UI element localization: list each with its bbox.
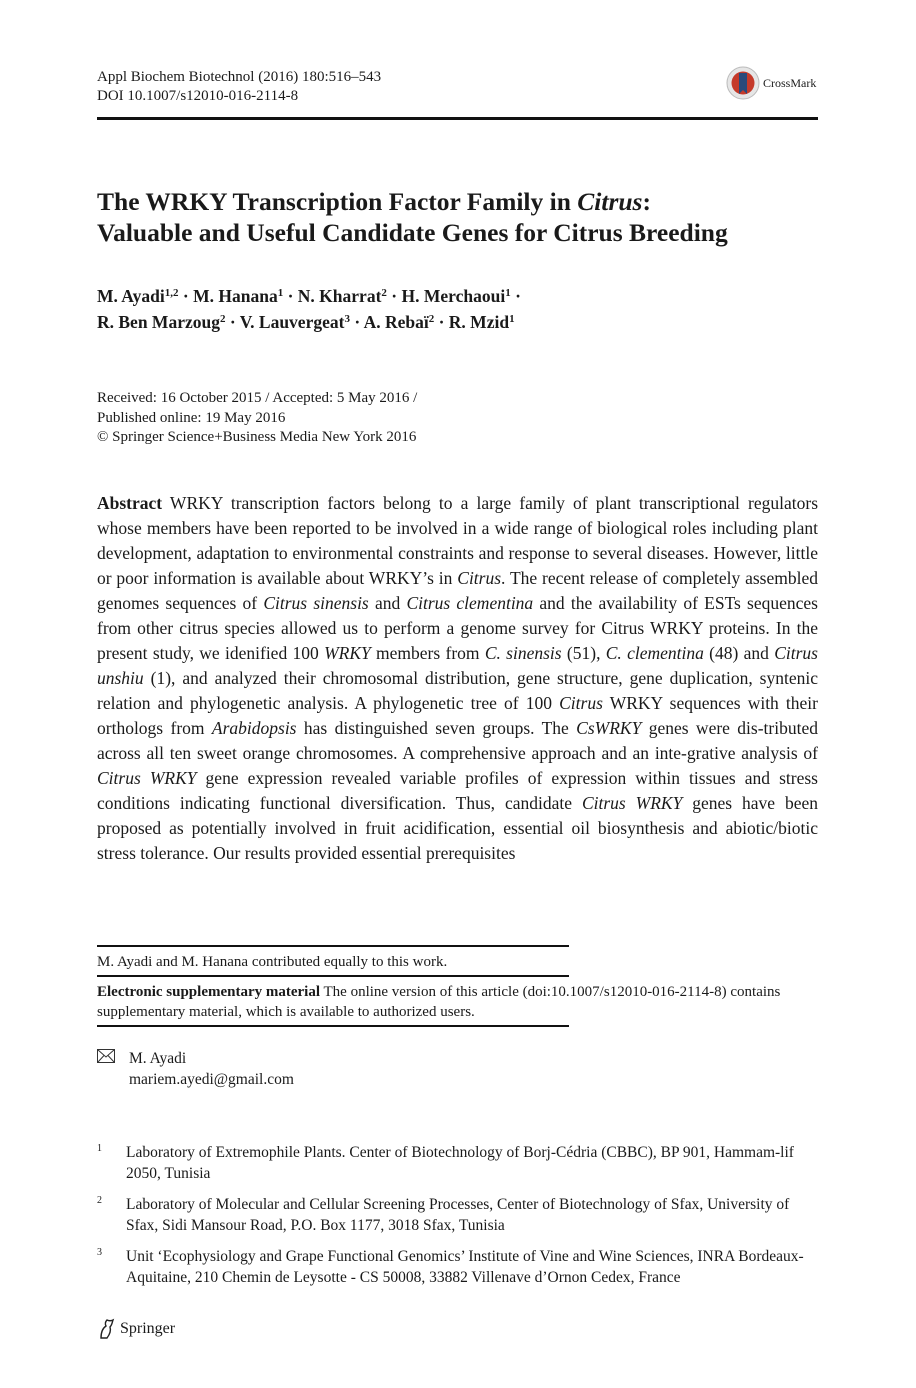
received-accepted: Received: 16 October 2015 / Accepted: 5 May 2016 / — [97, 390, 418, 406]
title-colon: : — [642, 187, 651, 216]
publication-dates — [97, 389, 417, 448]
publisher-logo — [97, 1318, 175, 1340]
journal-citation — [97, 68, 381, 106]
title-line2: Valuable and Useful Candidate Genes for Citrus Breeding — [97, 218, 728, 247]
author[interactable]: M. Ayadi$^{1,2}$ — [97, 286, 179, 306]
abstract-italic-term: Citrus — [457, 568, 502, 588]
abstract-text: (1), and analyzed their chromosomal distribution, gene structure, gene duplication, syntenic relation and phylogenetic analysis. A phylogenetic tree of 100 — [97, 668, 818, 713]
esm-text: The online version of this article (doi:10.1007/s12010-016-2114-8) contains supplementary material, which is available to authorized users. — [97, 984, 781, 1020]
affiliation-text: Laboratory of Extremophile Plants. Center of Biotechnology of Borj-Cédria (CBBC), BP 901, Hammam-lif 2050, Tunisia — [126, 1144, 794, 1182]
journal-line: Appl Biochem Biotechnol (2016) 180:516–543 — [97, 69, 382, 85]
abstract-text: has distinguished seven groups. The — [296, 718, 577, 738]
abstract-text: WRKY sequences with their orthologs from — [97, 693, 818, 738]
copyright: © Springer Science+Business Media New York 2016 — [97, 429, 417, 445]
abstract-text: . The recent release of completely assembled genomes sequences of — [97, 568, 818, 613]
abstract-text: and the availability of ESTs sequences from other citrus species allowed us to perform a genome survey for Citrus WRKY proteins. In the present study, we idenified 100 — [97, 593, 818, 663]
affiliation-number: 3 — [97, 1247, 102, 1258]
crossmark-badge[interactable] — [726, 64, 816, 102]
esm-note — [97, 982, 787, 1022]
springer-horse-icon — [97, 1318, 117, 1340]
doi-line: DOI 10.1007/s12010-016-2114-8 — [97, 88, 299, 104]
publisher-name: Springer — [120, 1320, 176, 1337]
esm-label: Electronic supplementary material — [97, 984, 321, 1000]
author[interactable]: R. Mzid$^1$ — [448, 312, 515, 332]
abstract-text: gene expression revealed variable profiles of expression within tissues and stress conditions indicating functional diversification. Thus, candidate — [97, 768, 818, 813]
crossmark-icon — [726, 64, 760, 102]
abstract-text: members from — [370, 643, 485, 663]
abstract-text: and — [368, 593, 407, 613]
abstract-italic-term: Citrus — [559, 693, 603, 713]
abstract-italic-term: Citrus WRKY — [97, 768, 197, 788]
abstract-text: (48) and — [703, 643, 775, 663]
abstract-italic-term: Citrus WRKY — [581, 793, 683, 813]
author[interactable]: N. Kharrat$^2$ — [297, 286, 387, 306]
envelope-icon — [97, 1048, 129, 1069]
abstract-italic-term: Citrus clementina — [406, 593, 534, 613]
footnote-rule — [97, 1025, 569, 1027]
equal-contribution-note: M. Ayadi and M. Hanana contributed equally to this work. — [97, 954, 448, 970]
abstract-label: Abstract — [97, 493, 163, 513]
abstract-italic-term: Citrus unshiu — [97, 643, 818, 688]
header-rule — [97, 117, 818, 120]
author[interactable]: M. Hanana$^1$ — [193, 286, 284, 306]
abstract-italic-term: CsWRKY — [576, 718, 642, 738]
abstract-italic-term: C. clementina — [605, 643, 704, 663]
footnote-rule — [97, 975, 569, 977]
abstract — [97, 491, 818, 866]
affiliation-number: 1 — [97, 1143, 102, 1154]
abstract-italic-term: C. sinensis — [484, 643, 562, 663]
affiliation-text: Unit ‘Ecophysiology and Grape Functional Genomics’ Institute of Vine and Wine Sciences, INRA Bordeaux-Aquitaine, 210 Chemin de Leysotte - CS 50008, 33882 Villenave d’Ornon Cedex, France — [126, 1248, 804, 1286]
corresponding-email[interactable]: mariem.ayedi@gmail.com — [129, 1071, 294, 1088]
abstract-text: (51), — [561, 643, 606, 663]
abstract-italic-term: WRKY — [324, 643, 371, 663]
affiliation — [97, 1246, 827, 1288]
affiliation-number: 2 — [97, 1195, 102, 1206]
title-italic-genus: Citrus — [577, 187, 643, 216]
affiliation — [97, 1194, 827, 1236]
abstract-body — [97, 493, 818, 863]
abstract-text: WRKY transcription factors belong to a large family of plant transcriptional regulators whose members have been reported to be involved in a wide range of biological roles including plant development, adaptation to environmental constraints and response to several diseases. However, little or poor information is available about WRKY’s in — [97, 493, 818, 588]
abstract-text: genes were dis-tributed across all ten sweet orange chromosomes. A comprehensive approach and an inte-grative analysis of — [97, 718, 818, 763]
footnote-rule — [97, 945, 569, 947]
author-list: M. Ayadi$^{1,2}$ · M. Hanana$^1$ · N. Kharrat$^2$ · H. Merchaoui$^1$ · R. Ben Marzoug$^2$ · V. Lauvergeat$^3$ · A. Rebaï$^2$ · R. Mzid$^1$ — [97, 286, 521, 332]
author[interactable]: H. Merchaoui$^1$ — [401, 286, 511, 306]
crossmark-label: CrossMark — [763, 75, 817, 90]
affiliation — [97, 1142, 827, 1184]
abstract-italic-term: Arabidopsis — [211, 718, 297, 738]
published-online: Published online: 19 May 2016 — [97, 409, 286, 426]
abstract-italic-term: Citrus sinensis — [263, 593, 369, 613]
author[interactable]: A. Rebaï$^2$ — [363, 312, 435, 332]
author[interactable]: R. Ben Marzoug$^2$ — [97, 312, 226, 332]
paper-title — [97, 186, 837, 248]
title-line1: The WRKY Transcription Factor Family in — [97, 187, 578, 216]
author[interactable]: V. Lauvergeat$^3$ — [239, 312, 350, 332]
corresponding-name: M. Ayadi — [129, 1050, 187, 1067]
abstract-text: genes have been proposed as potentially involved in fruit acidification, essential oil biosynthesis and abiotic/biotic stress tolerance. Our results provided essential prerequisites — [97, 793, 818, 863]
affiliation-text: Laboratory of Molecular and Cellular Screening Processes, Center of Biotechnology of Sfax, University of Sfax, Sidi Mansour Road, P.O. Box 1177, 3018 Sfax, Tunisia — [126, 1196, 790, 1234]
corresponding-author — [97, 1048, 294, 1090]
